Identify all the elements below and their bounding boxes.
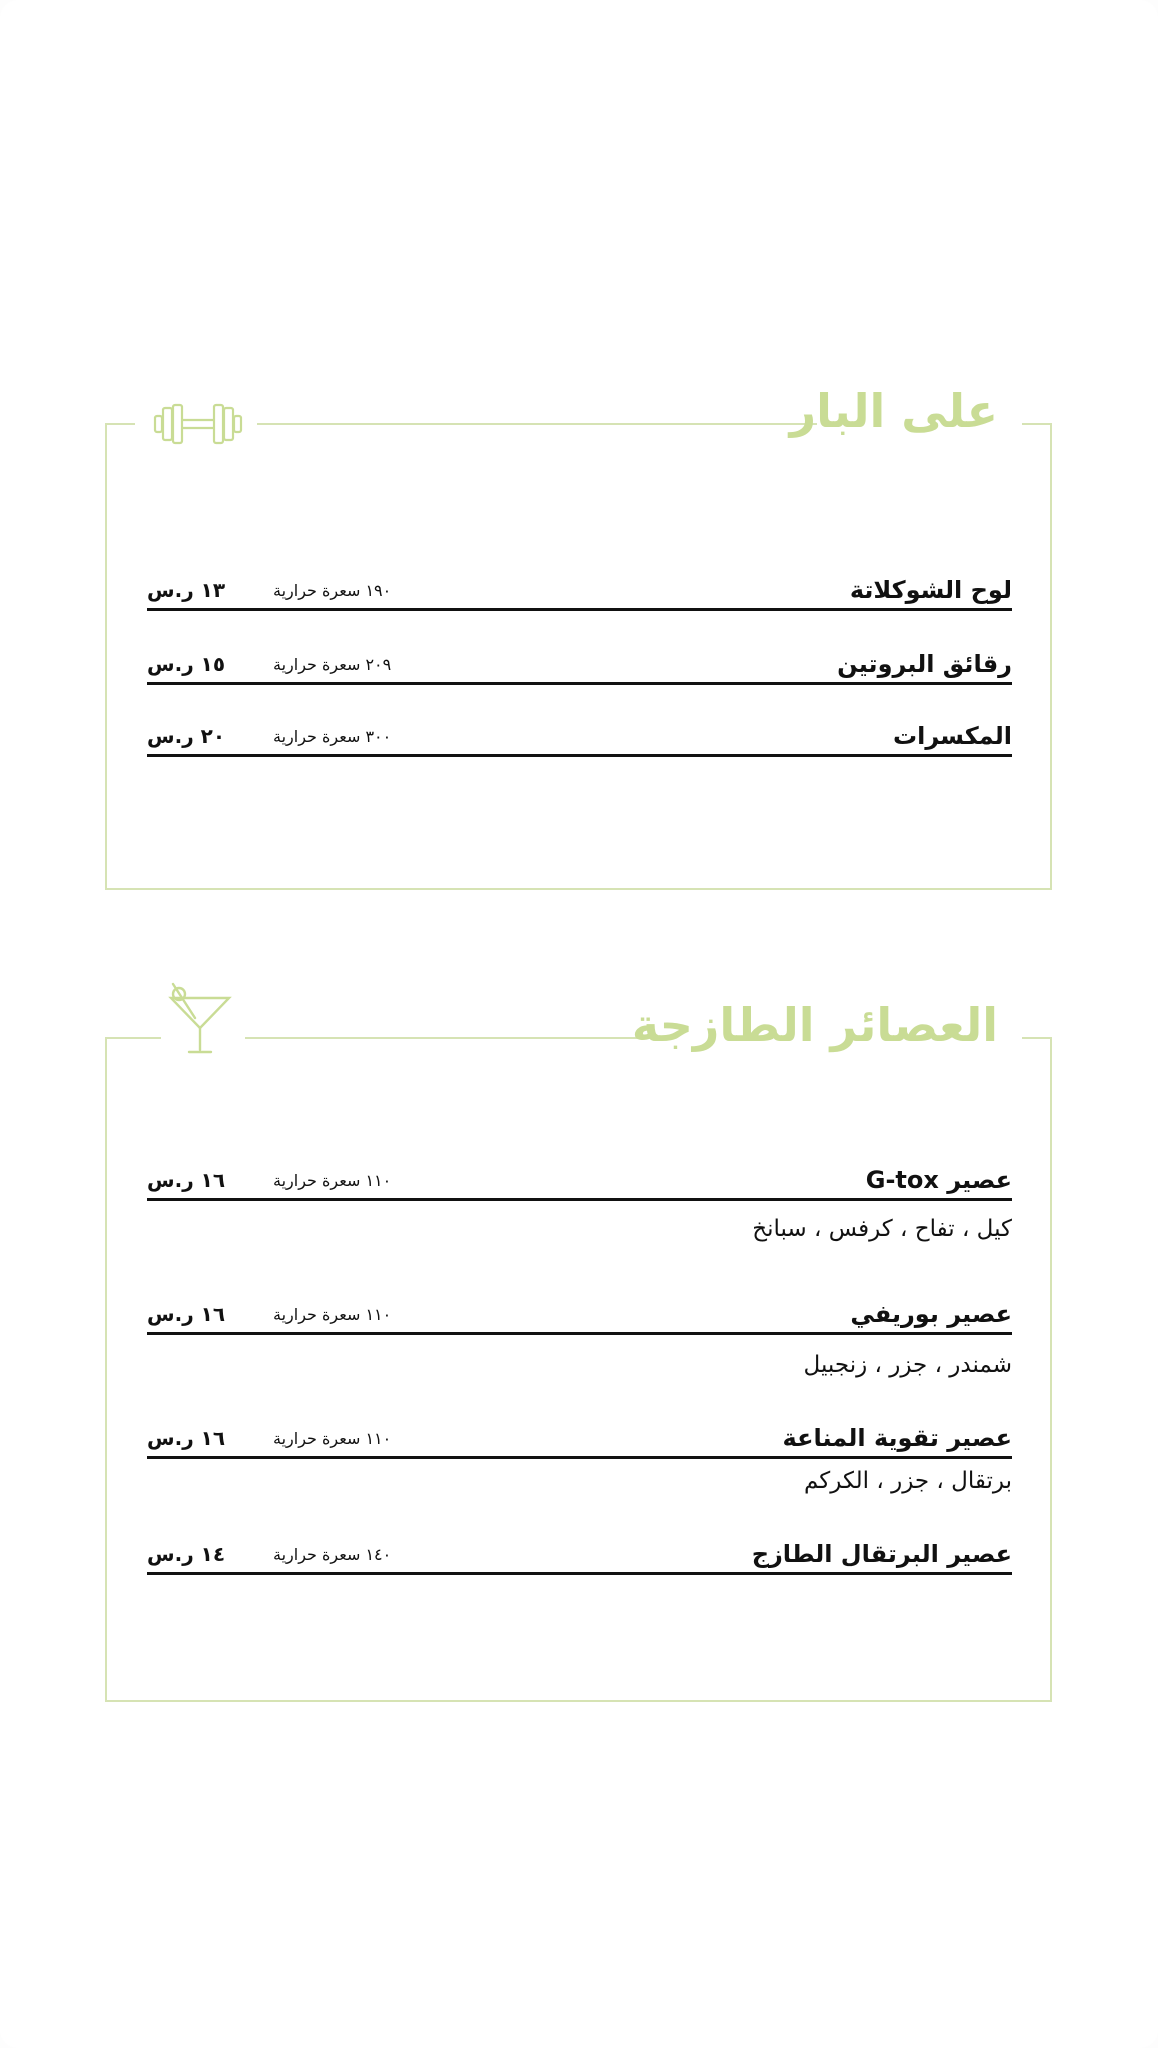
- menu-item: [147, 636, 1012, 685]
- menu-item: [147, 1286, 1012, 1335]
- cocktail-glass-icon: [165, 982, 237, 1060]
- item-calories: ٣٠٠ سعرة حرارية: [273, 727, 392, 746]
- item-calories: ١١٠ سعرة حرارية: [273, 1171, 392, 1190]
- item-name: المكسرات: [893, 722, 1012, 750]
- item-name: عصير بوريفي: [850, 1300, 1012, 1328]
- item-name: رقائق البروتين: [837, 650, 1012, 678]
- frame-top-left: [105, 1037, 161, 1039]
- item-price: ١٤ ر.س: [147, 1542, 226, 1566]
- item-ingredients: برتقال ، جزر ، الكركم: [804, 1468, 1012, 1494]
- section-fresh-juices: [105, 998, 1052, 1702]
- item-price: ١٦ ر.س: [147, 1302, 226, 1326]
- item-name: عصير تقوية المناعة: [782, 1424, 1012, 1452]
- item-name: لوح الشوكلاتة: [849, 576, 1012, 604]
- menu-item: [147, 1410, 1012, 1459]
- item-price: ٢٠ ر.س: [147, 724, 226, 748]
- item-ingredients: كيل ، تفاح ، كرفس ، سبانخ: [752, 1216, 1012, 1242]
- frame-top-right: [1022, 1037, 1052, 1039]
- item-ingredients: شمندر ، جزر ، زنجبيل: [803, 1352, 1012, 1378]
- item-price: ١٣ ر.س: [147, 578, 226, 602]
- item-calories: ٢٠٩ سعرة حرارية: [273, 655, 392, 674]
- menu-item: [147, 1152, 1012, 1201]
- item-price: ١٥ ر.س: [147, 652, 226, 676]
- item-calories: ١٩٠ سعرة حرارية: [273, 581, 392, 600]
- item-calories: ١١٠ سعرة حرارية: [273, 1429, 392, 1448]
- item-price: ١٦ ر.س: [147, 1168, 226, 1192]
- item-price: ١٦ ر.س: [147, 1426, 226, 1450]
- section-on-the-bar: [105, 384, 1052, 890]
- frame-top-middle: [245, 1037, 660, 1039]
- frame-top-right: [1022, 423, 1052, 425]
- menu-item: [147, 708, 1012, 757]
- menu-item: [147, 1526, 1012, 1575]
- section-title: العصائر الطازجة: [631, 998, 998, 1052]
- item-calories: ١٤٠ سعرة حرارية: [273, 1545, 392, 1564]
- section-title: على البار: [789, 384, 998, 438]
- frame-top-middle: [257, 423, 817, 425]
- item-name: عصير البرتقال الطازج: [751, 1540, 1012, 1568]
- item-calories: ١١٠ سعرة حرارية: [273, 1305, 392, 1324]
- item-name: عصير G-tox: [865, 1166, 1012, 1194]
- menu-item: [147, 562, 1012, 611]
- dumbbell-icon: [153, 402, 243, 450]
- frame-top-left: [105, 423, 135, 425]
